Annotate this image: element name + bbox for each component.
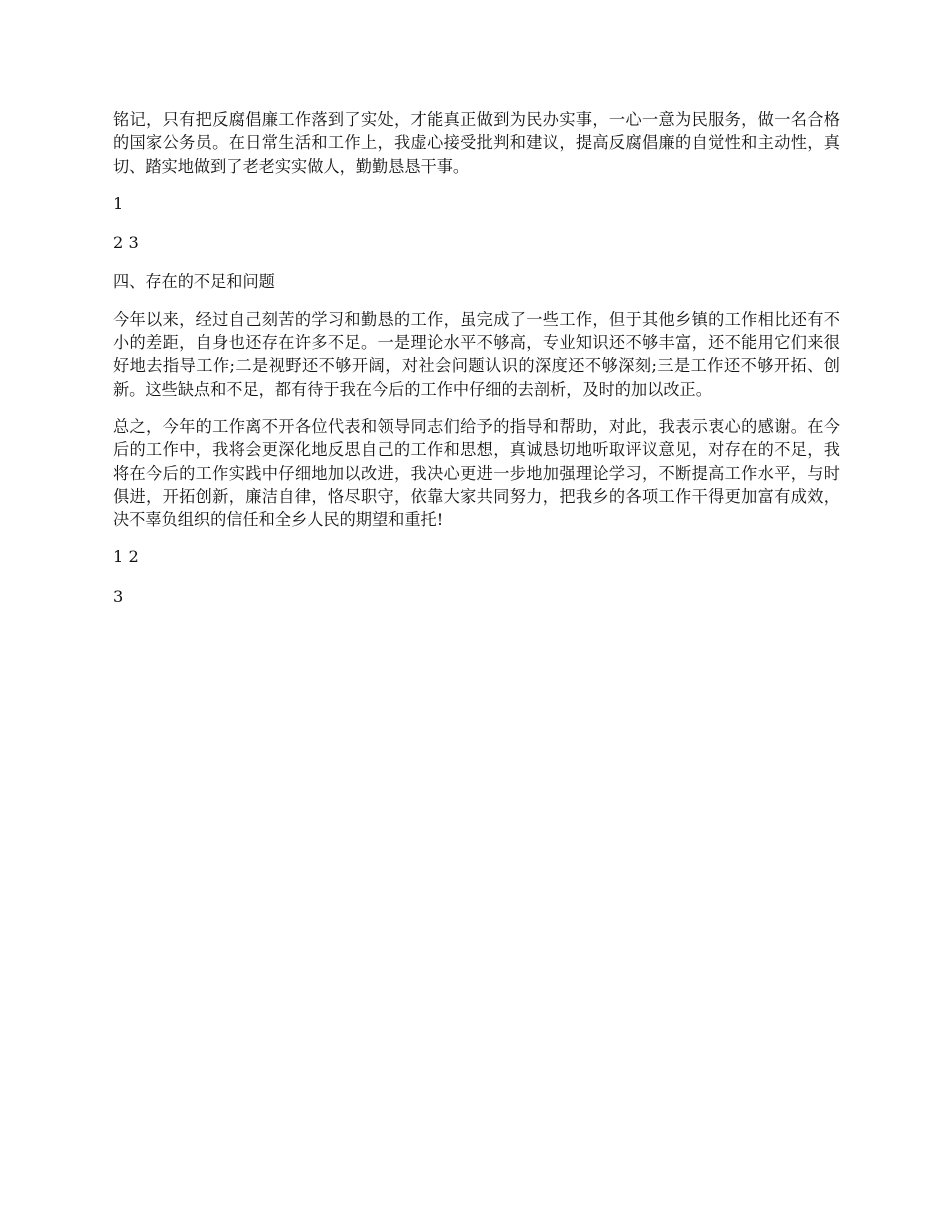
page-number-line: 3	[113, 586, 124, 606]
page-number-line: 1 2	[113, 547, 139, 567]
paragraph-shortcomings: 今年以来，经过自己刻苦的学习和勤恳的工作，虽完成了一些工作，但于其他乡镇的工作相比还有不小的差距，自身也还存在许多不足。一是理论水平不够高，专业知识还不够丰富，还不能用它们来很好地去指导工作;二是视野还不够开阔，对社会问题认识的深度还不够深刻;三是工作还不够开拓、创新。这些缺点和不足，都有待于我在今后的工作中仔细的去剖析，及时的加以改正。	[113, 309, 840, 399]
paragraph-conclusion: 总之，今年的工作离不开各位代表和领导同志们给予的指导和帮助，对此，我表示衷心的感谢。在今后的工作中，我将会更深化地反思自己的工作和思想，真诚恳切地听取评议意见，对存在的不足，我将在今后的工作实践中仔细地加以改进，我决心更进一步地加强理论学习，不断提高工作水平，与时俱进，开拓创新，廉洁自律，恪尽职守，依靠大家共同努力，把我乡的各项工作干得更加富有成效，决不辜负组织的信任和全乡人民的期望和重托!	[113, 416, 840, 530]
document-body	[113, 108, 840, 624]
page-number-line: 2 3	[113, 233, 139, 253]
section-heading: 四、存在的不足和问题	[113, 272, 275, 292]
page-number-line: 1	[113, 193, 124, 213]
paragraph-intro: 铭记，只有把反腐倡廉工作落到了实处，才能真正做到为民办实事，一心一意为民服务，做一名合格的国家公务员。在日常生活和工作上，我虚心接受批判和建议，提高反腐倡廉的自觉性和主动性，真切、踏实地做到了老老实实做人，勤勤恳恳干事。	[113, 110, 840, 176]
